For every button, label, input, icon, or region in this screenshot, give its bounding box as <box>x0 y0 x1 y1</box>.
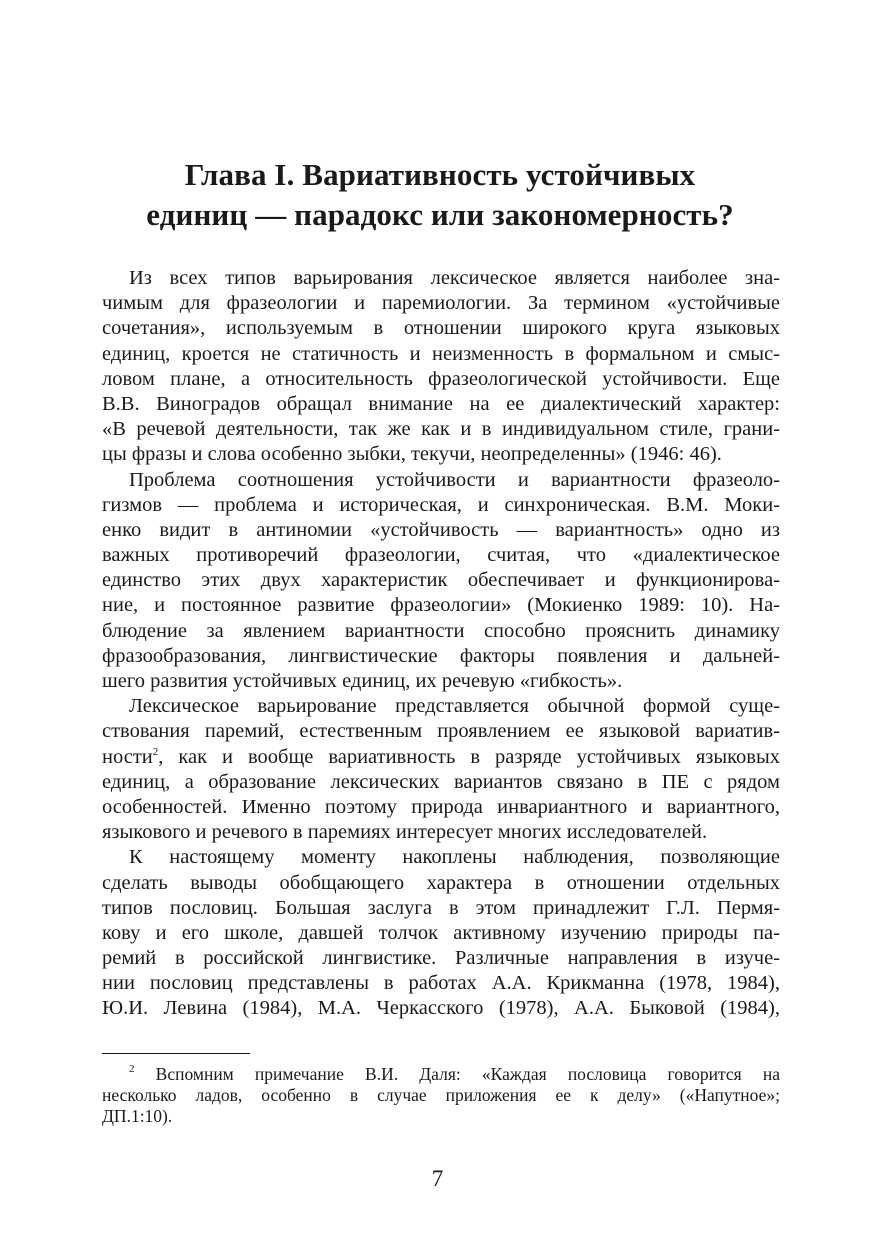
footnote-ref: 2 <box>152 745 159 758</box>
text-line: фразообразования, лингвистические факторы появления и дальней- <box>102 644 780 667</box>
text-fragment: , как и вообще вариативность в разряде устойчивых языковых <box>158 745 780 768</box>
paragraph-1 <box>102 266 780 468</box>
text-line: ние, и постоянное развитие фразеологии» (Мокиенко 1989: 10). На- <box>102 594 780 617</box>
footnote-line <box>102 1064 780 1085</box>
text-line: языкового и речевого в паремиях интересует многих исследователей. <box>102 821 708 844</box>
footnote-line: несколько ладов, особенно в случае приложения ее к делу» («Напутное»; <box>102 1085 780 1105</box>
text-line: «В речевой деятельности, так же как и в индивидуальном стиле, грани- <box>102 418 780 441</box>
footnote <box>102 1064 780 1127</box>
body-text <box>102 266 780 1022</box>
text-line: ремий в российской лингвистике. Различные направления в изуче- <box>102 947 780 970</box>
text-line: Ю.И. Левина (1984), М.А. Черкасского (1978), А.А. Быковой (1984), <box>102 997 780 1020</box>
text-line: цы фразы и слова особенно зыбки, текучи, неопределенны» (1946: 46). <box>102 443 722 466</box>
text-line: единиц, кроется не статичность и неизменность в формальном и смыс- <box>102 342 780 365</box>
paragraph-4 <box>102 845 780 1021</box>
text-line: особенностей. Именно поэтому природа инвариантного и вариантного, <box>102 795 780 818</box>
text-line: сочетания», используемым в отношении широкого круга языковых <box>102 317 780 340</box>
text-line: блюдение за явлением вариантности способно прояснить динамику <box>102 619 780 642</box>
text-line: единиц, а образование лексических вариантов связано в ПЕ с рядом <box>102 770 780 793</box>
text-line-with-footnote <box>102 745 780 770</box>
text-line: ствования паремий, естественным проявлением ее языковой вариатив- <box>102 720 780 743</box>
text-line: нии пословиц представлены в работах А.А. Крикманна (1978, 1984), <box>102 972 780 995</box>
chapter-title-line-1: Глава I. Вариативность устойчивых <box>184 157 696 192</box>
text-line: типов пословиц. Большая заслуга в этом принадлежит Г.Л. Пермя- <box>102 896 780 919</box>
text-line: гизмов — проблема и историческая, и синхроническая. В.М. Моки- <box>102 493 780 516</box>
text-line: Из всех типов варьирования лексическое является наиболее зна- <box>129 267 780 289</box>
chapter-title <box>100 155 780 235</box>
chapter-title-line-2: единиц — парадокс или закономерность? <box>146 197 734 232</box>
footnote-text: Вспомним примечание В.И. Даля: «Каждая пословица говорится на <box>134 1064 780 1084</box>
text-fragment: ности <box>102 745 153 768</box>
text-line: единство этих двух характеристик обеспечивает и функционирова- <box>102 569 780 592</box>
footnote-divider <box>102 1053 250 1054</box>
text-line: К настоящему моменту накоплены наблюдения, позволяющие <box>129 846 780 869</box>
text-line: Проблема соотношения устойчивости и вариантности фразеоло- <box>129 468 780 491</box>
paragraph-3 <box>102 694 780 845</box>
text-line: сделать выводы обобщающего характера в отношении отдельных <box>102 871 780 894</box>
paragraph-2 <box>102 468 780 695</box>
text-line: чимым для фразеологии и паремиологии. За термином «устойчивые <box>102 292 780 315</box>
footnote-line: ДП.1:10). <box>102 1106 173 1126</box>
page-number: 7 <box>431 1166 444 1191</box>
footnote-marker: 2 <box>129 1063 135 1075</box>
text-line: В.В. Виноградов обращал внимание на ее диалектический характер: <box>102 392 780 415</box>
text-line: шего развития устойчивых единиц, их речевую «гибкость». <box>102 670 623 692</box>
text-line: важных противоречий фразеологии, считая, что «диалектическое <box>102 544 780 567</box>
text-line: ловом плане, а относительность фразеологической устойчивости. Еще <box>102 367 780 390</box>
text-line: Лексическое варьирование представляется обычной формой суще- <box>129 695 780 718</box>
text-line: енко видит в антиномии «устойчивость — вариантность» одно из <box>102 518 780 541</box>
text-line: кову и его школе, давшей толчок активному изучению природы па- <box>102 921 780 944</box>
